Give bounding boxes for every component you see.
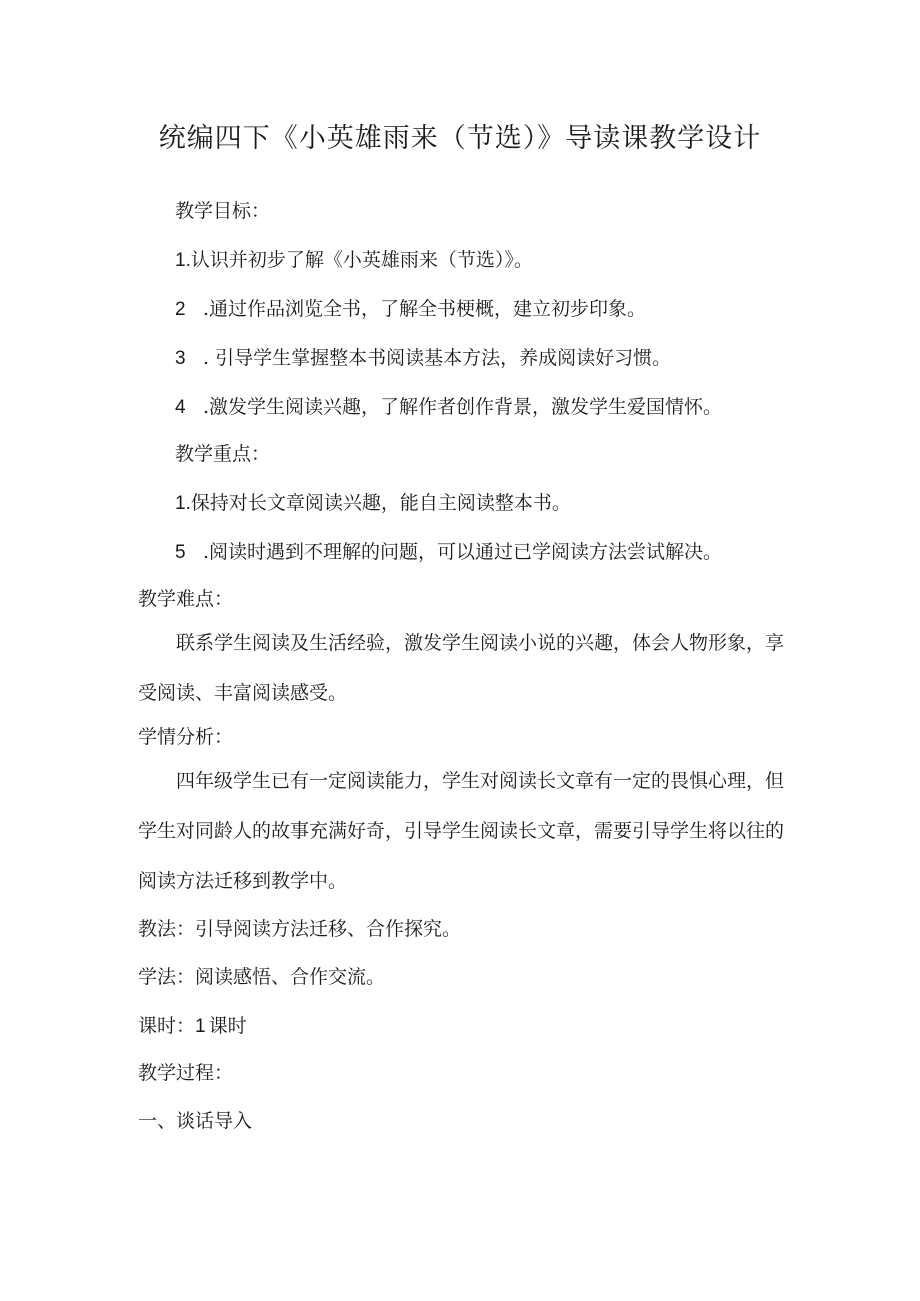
teaching-method: 教法：引导阅读方法迁移、合作探究。 — [138, 918, 462, 940]
key-point-item-1 — [175, 488, 571, 515]
class-hours-number: 1 — [195, 1016, 206, 1037]
process-section-heading: 一、谈话导入 — [138, 1110, 253, 1132]
key-point-number: 1. — [175, 493, 191, 514]
goal-item-text: .通过作品浏览全书，了解全书梗概，建立初步印象。 — [203, 298, 647, 320]
process-heading: 教学过程： — [138, 1062, 234, 1084]
goal-item-2 — [175, 294, 646, 321]
class-hours — [138, 1011, 247, 1038]
analysis-heading: 学情分析： — [138, 726, 234, 748]
goal-item-4 — [175, 392, 722, 419]
difficulties-heading: 教学难点： — [138, 588, 234, 610]
goal-item-number: 2 — [175, 299, 186, 320]
learning-method: 学法：阅读感悟、合作交流。 — [138, 966, 386, 988]
key-point-text: .阅读时遇到不理解的问题，可以通过已学阅读方法尝试解决。 — [203, 541, 723, 563]
difficulties-body: 联系学生阅读及生活经验，激发学生阅读小说的兴趣，体会人物形象，享受阅读、丰富阅读感受。 — [138, 632, 785, 704]
goal-item-text: . 引导学生掌握整本书阅读基本方法，养成阅读好习惯。 — [203, 347, 672, 369]
goal-item-text: .激发学生阅读兴趣，了解作者创作背景，激发学生爱国情怀。 — [203, 396, 723, 418]
key-points-heading: 教学重点： — [175, 443, 271, 465]
key-point-text: 保持对长文章阅读兴趣，能自主阅读整本书。 — [190, 492, 571, 514]
goal-item-3 — [175, 343, 671, 370]
goal-item-text: 认识并初步了解《小英雄雨来（节选）》。 — [190, 249, 533, 271]
key-point-item-2 — [175, 537, 722, 564]
goal-item-number: 1. — [175, 250, 191, 271]
goal-item-number: 4 — [175, 397, 186, 418]
analysis-body: 四年级学生已有一定阅读能力，学生对阅读长文章有一定的畏惧心理，但学生对同龄人的故事充满好奇，引导学生阅读长文章，需要引导学生将以往的阅读方法迁移到教学中。 — [138, 770, 785, 892]
class-hours-label: 课时： — [138, 1015, 196, 1037]
goal-item-number: 3 — [175, 348, 186, 369]
goal-item-1 — [175, 245, 533, 272]
document-title: 统编四下《小英雄雨来（节选）》导读课教学设计 — [158, 123, 762, 154]
class-hours-unit: 课时 — [208, 1015, 247, 1037]
goals-heading: 教学目标： — [175, 200, 271, 222]
key-point-number: 5 — [175, 542, 186, 563]
